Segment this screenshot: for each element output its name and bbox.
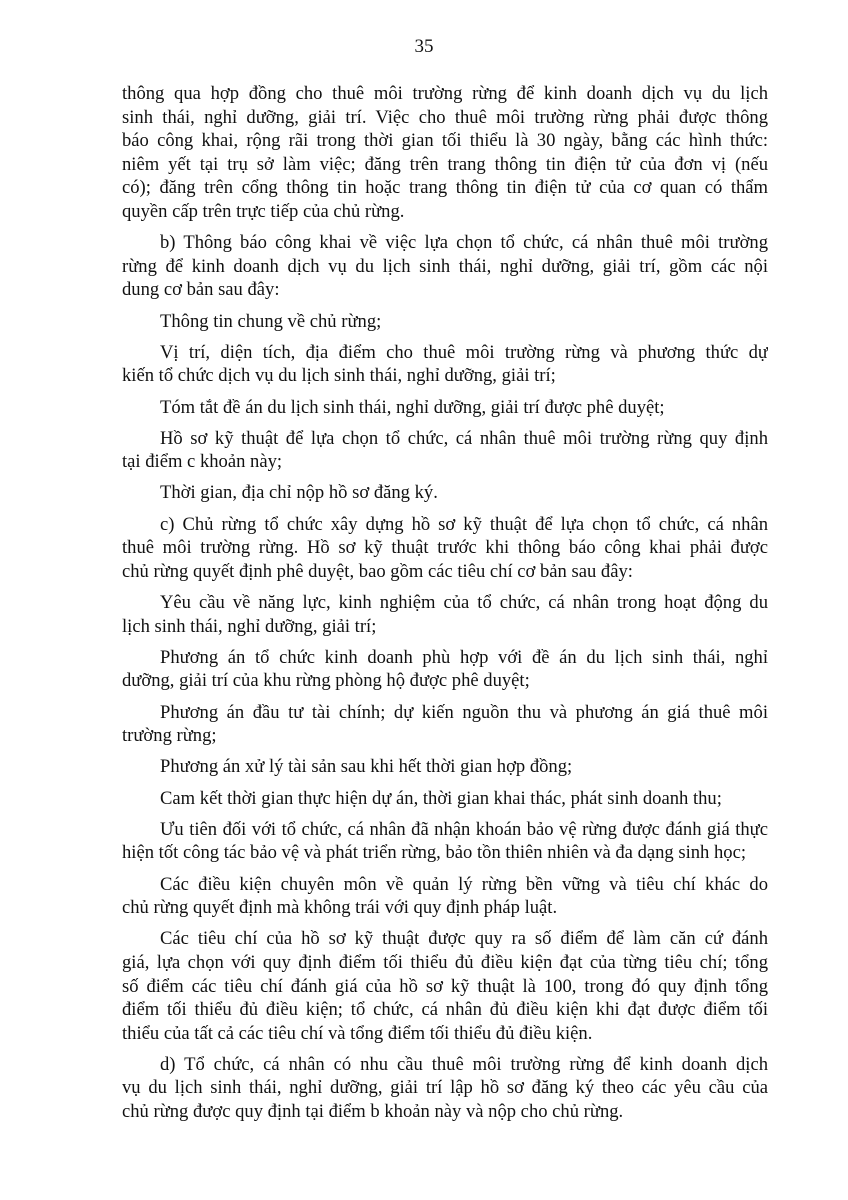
text-line: kiến tổ chức dịch vụ du lịch sinh thái, nghỉ dưỡng, giải trí;: [122, 365, 556, 387]
text-line: số điểm các tiêu chí đánh giá của hồ sơ kỹ thuật là 100, trong đó quy định tổng: [122, 975, 768, 997]
text-line: chủ rừng quyết định mà không trái với quy định pháp luật.: [122, 897, 558, 919]
paragraph: [122, 396, 768, 420]
paragraph: [122, 310, 768, 334]
text-line: Yêu cầu về năng lực, kinh nghiệm của tổ chức, cá nhân trong hoạt động du: [160, 592, 768, 614]
paragraph: [122, 427, 768, 474]
paragraph: [122, 701, 768, 748]
text-line: Ưu tiên đối với tổ chức, cá nhân đã nhận khoán bảo vệ rừng được đánh giá thực: [160, 818, 768, 840]
paragraph: [122, 1053, 768, 1124]
paragraph: [122, 481, 768, 505]
text-line: giá, lựa chọn với quy định điểm tối thiểu đủ điều kiện đạt của từng tiêu chí; tổng: [122, 951, 768, 973]
text-line: báo công khai, rộng rãi trong thời gian tối thiểu là 30 ngày, bằng các hình thức:: [122, 130, 768, 152]
text-line: Các điều kiện chuyên môn về quản lý rừng bền vững và tiêu chí khác do: [160, 873, 768, 895]
text-line: có); đăng trên cổng thông tin hoặc trang thông tin điện tử của cơ quan có thẩm: [122, 177, 768, 199]
document-body: [122, 82, 768, 1131]
text-line: vụ du lịch sinh thái, nghỉ dưỡng, giải trí lập hồ sơ đăng ký theo các yêu cầu của: [122, 1077, 768, 1099]
text-line: Thời gian, địa chỉ nộp hồ sơ đăng ký.: [160, 482, 438, 504]
paragraph: [122, 646, 768, 693]
paragraph: [122, 787, 768, 811]
paragraph: [122, 927, 768, 1045]
paragraph: [122, 513, 768, 584]
text-line: lịch sinh thái, nghỉ dưỡng, giải trí;: [122, 615, 377, 637]
text-line: Tóm tắt đề án du lịch sinh thái, nghỉ dưỡng, giải trí được phê duyệt;: [160, 396, 665, 418]
text-line: chủ rừng được quy định tại điểm b khoản này và nộp cho chủ rừng.: [122, 1101, 624, 1123]
paragraph: [122, 591, 768, 638]
text-line: Phương án tổ chức kinh doanh phù hợp với đề án du lịch sinh thái, nghỉ: [160, 646, 768, 668]
paragraph: [122, 873, 768, 920]
paragraph: [122, 818, 768, 865]
text-line: thiểu của tất cả các tiêu chí và tổng điểm tối thiểu đủ điều kiện.: [122, 1022, 593, 1044]
page-number: 35: [414, 36, 434, 57]
text-line: Thông tin chung về chủ rừng;: [160, 310, 382, 332]
text-line: Cam kết thời gian thực hiện dự án, thời gian khai thác, phát sinh doanh thu;: [160, 787, 722, 809]
text-line: niêm yết tại trụ sở làm việc; đăng trên trang thông tin điện tử của đơn vị (nếu: [122, 153, 768, 175]
paragraph: [122, 341, 768, 388]
text-line: điểm tối thiểu đủ điều kiện; tổ chức, cá nhân đủ điều kiện khi đạt được điểm tối: [122, 999, 768, 1021]
text-line: hiện tốt công tác bảo vệ và phát triển rừng, bảo tồn thiên nhiên và đa dạng sinh học;: [122, 842, 747, 864]
text-line: d) Tổ chức, cá nhân có nhu cầu thuê môi trường rừng để kinh doanh dịch: [160, 1053, 768, 1075]
text-line: b) Thông báo công khai về việc lựa chọn tổ chức, cá nhân thuê môi trường: [160, 232, 768, 254]
paragraph: [122, 755, 768, 779]
text-line: dung cơ bản sau đây:: [122, 279, 280, 301]
text-line: chủ rừng quyết định phê duyệt, bao gồm các tiêu chí cơ bản sau đây:: [122, 560, 633, 582]
paragraph: [122, 82, 768, 224]
text-line: Phương án đầu tư tài chính; dự kiến nguồn thu và phương án giá thuê môi: [160, 701, 768, 723]
text-line: rừng để kinh doanh dịch vụ du lịch sinh thái, nghỉ dưỡng, giải trí, gồm các nội: [122, 255, 768, 277]
text-line: thuê môi trường rừng. Hồ sơ kỹ thuật trước khi thông báo công khai phải được: [122, 537, 768, 559]
text-line: Hồ sơ kỹ thuật để lựa chọn tổ chức, cá nhân thuê môi trường rừng quy định: [160, 427, 768, 449]
text-line: dưỡng, giải trí của khu rừng phòng hộ được phê duyệt;: [122, 670, 530, 692]
text-line: thông qua hợp đồng cho thuê môi trường rừng để kinh doanh dịch vụ du lịch: [122, 83, 768, 104]
text-line: c) Chủ rừng tổ chức xây dựng hồ sơ kỹ thuật để lựa chọn tổ chức, cá nhân: [160, 513, 768, 535]
text-line: Các tiêu chí của hồ sơ kỹ thuật được quy ra số điểm để làm căn cứ đánh: [160, 928, 768, 950]
text-line: tại điểm c khoản này;: [122, 451, 283, 473]
text-line: Vị trí, diện tích, địa điểm cho thuê môi trường rừng và phương thức dự: [160, 341, 768, 363]
paragraph: [122, 231, 768, 302]
text-line: quyền cấp trên trực tiếp của chủ rừng.: [122, 200, 405, 222]
text-line: Phương án xử lý tài sản sau khi hết thời gian hợp đồng;: [160, 756, 573, 778]
text-line: trường rừng;: [122, 725, 217, 747]
text-line: sinh thái, nghỉ dưỡng, giải trí. Việc cho thuê môi trường rừng phải được thông: [122, 106, 768, 128]
